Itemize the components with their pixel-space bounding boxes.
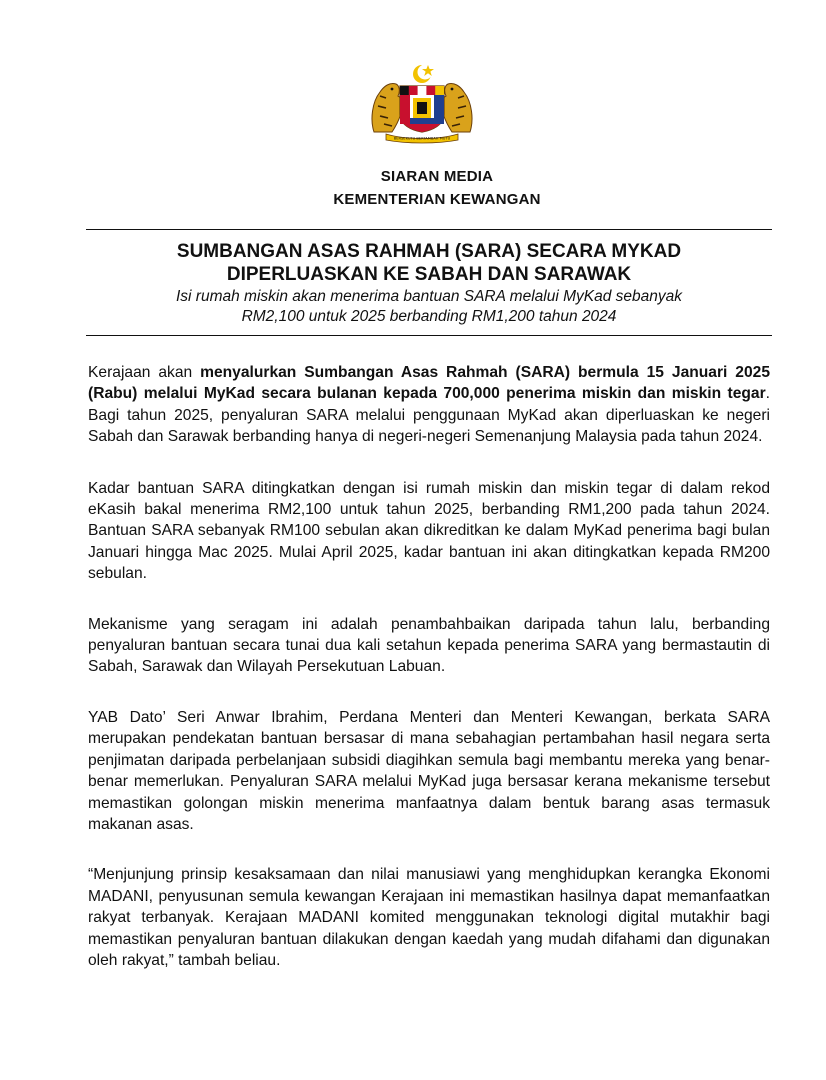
article-body	[88, 362, 770, 1000]
headline-line-1: SUMBANGAN ASAS RAHMAH (SARA) SECARA MYKAD	[176, 241, 682, 262]
shield-icon	[400, 86, 444, 132]
paragraph-1-highlight: menyalurkan Sumbangan Asas Rahmah (SARA) bermula 15 Januari 2025 (Rabu) melalui MyKad secara bulanan kepada 700,000 penerima miskin dan miskin tegar	[88, 364, 770, 403]
paragraph-4: YAB Dato’ Seri Anwar Ibrahim, Perdana Menteri dan Menteri Kewangan, berkata SARA merupakan pendekatan bantuan bersasar di mana sebahagian pertambahan hasil negara serta penjimatan daripada perbelanjaan subsidi diagihkan semula bagi membantu mereka yang benar-benar memerlukan. Penyaluran SARA melalui MyKad juga bersasar kerana mekanisme tersebut memastikan golongan miskin menerima manfaatnya dalam bentuk barang asas termasuk makanan asas.	[88, 708, 770, 833]
paragraph-1	[88, 362, 770, 448]
paragraph-5: “Menjunjung prinsip kesaksamaan dan nilai manusiawi yang menghidupkan kerangka Ekonomi MADANI, penyusunan semula kewangan Kerajaan ini memastikan hasilnya dapat memanfaatkan rakyat terbanyak. Kerajaan MADANI komited menggunakan teknologi digital mutakhir bagi memastikan penyaluran bantuan dilakukan dengan kaedah yang mudah difahami dan digunakan oleh rakyat,” tambah beliau.	[88, 866, 770, 969]
motto-ribbon	[386, 134, 458, 143]
press-release-label: SIARAN MEDIA	[380, 168, 494, 185]
coat-of-arms-emblem	[366, 62, 478, 144]
top-divider	[86, 229, 772, 230]
subheadline-line-1: Isi rumah miskin akan menerima bantuan SARA melalui MyKad sebanyak	[176, 288, 682, 305]
bottom-divider	[86, 335, 772, 336]
left-tiger-icon	[372, 83, 403, 132]
paragraph-2: Kadar bantuan SARA ditingkatkan dengan isi rumah miskin dan miskin tegar di dalam rekod eKasih bakal menerima RM2,100 untuk tahun 2025, berbanding RM1,200 pada tahun 2024. Bantuan SARA sebanyak RM100 sebulan akan dikreditkan ke dalam MyKad penerima bagi bulan Januari hingga Mac 2025. Mulai April 2025, kadar bantuan ini akan ditingkatkan kepada RM200 sebulan.	[88, 479, 770, 583]
subheadline	[86, 287, 772, 327]
motto-text: BERSEKUTU BERTAMBAH MUTU	[393, 136, 451, 141]
right-tiger-icon	[441, 83, 472, 132]
headline	[86, 240, 772, 286]
ministry-name: KEMENTERIAN KEWANGAN	[333, 191, 541, 208]
paragraph-3: Mekanisme yang seragam ini adalah penambahbaikan daripada tahun lalu, berbanding penyaluran bantuan secara tunai dua kali setahun kepada penerima SARA yang bermastautin di Sabah, Sarawak dan Wilayah Persekutuan Labuan.	[88, 615, 770, 676]
paragraph-1-rest: . Bagi tahun 2025, penyaluran SARA melalui penggunaan MyKad akan diperluaskan ke negeri Sabah dan Sarawak berbanding hanya di negeri-negeri Semenanjung Malaysia pada tahun 2024.	[88, 385, 770, 446]
subheadline-line-2: RM2,100 untuk 2025 berbanding RM1,200 tahun 2024	[241, 308, 617, 325]
headline-line-2: DIPERLUASKAN KE SABAH DAN SARAWAK	[226, 264, 632, 285]
crescent-star-icon	[413, 65, 434, 84]
paragraph-1-lead: Kerajaan akan	[88, 364, 201, 381]
